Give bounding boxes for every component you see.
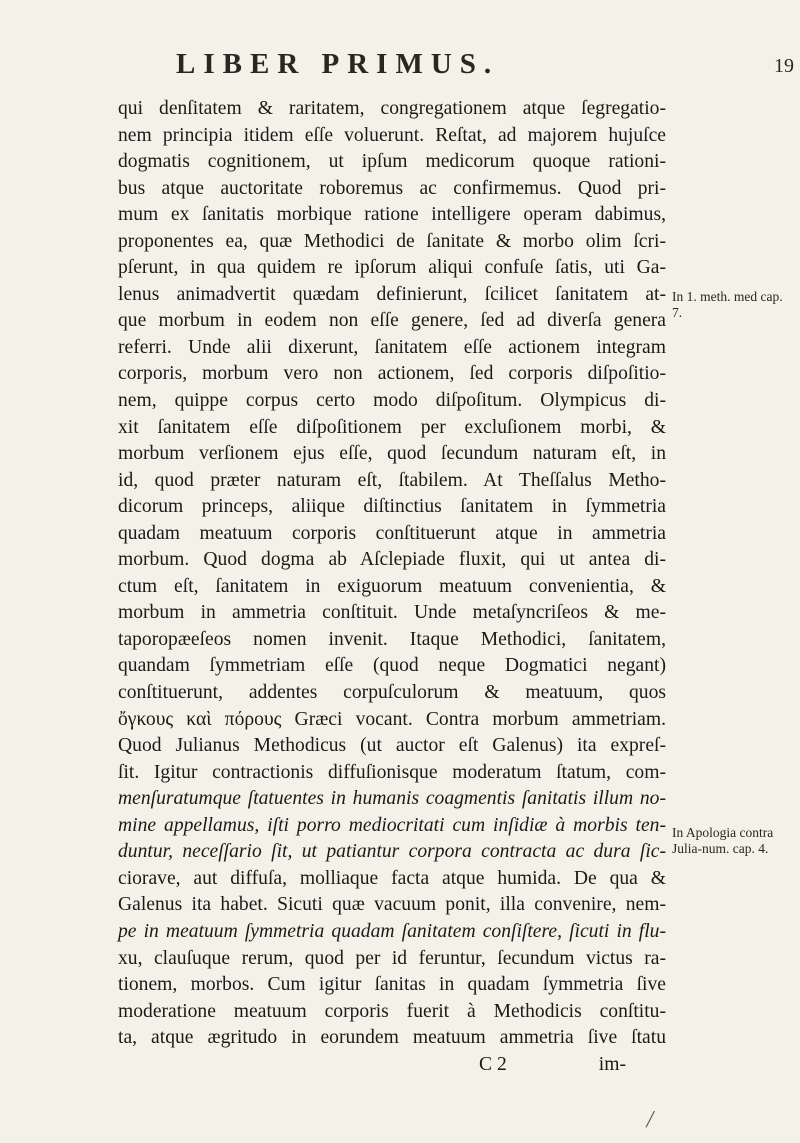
page-number: 19 — [774, 55, 794, 77]
text-line: menſuratumque ſtatuentes in humanis coagmentis ſanitatis illum no- — [118, 788, 666, 810]
text-line: mum ex ſanitatis morbique ratione intelligere operam dabimus, — [118, 204, 666, 226]
text-line: que morbum in eodem non eſſe genere, ſed ad diverſa genera — [118, 310, 666, 332]
text-line: nem principia itidem eſſe voluerunt. Reſtat, ad majorem hujuſce — [118, 124, 666, 146]
text-line: morbum in ammetria conſtituit. Unde metaſyncriſeos & me- — [118, 602, 666, 624]
text-line: Galenus ita habet. Sicuti quæ vacuum ponit, illa convenire, nem- — [118, 894, 666, 916]
text-line: ta, atque ægritudo in eorundem meatuum ammetria ſive ſtatu — [118, 1027, 666, 1049]
text-line: corporis, morbum vero non actionem, ſed corporis diſpoſitio- — [118, 363, 666, 385]
text-line: id, quod præter naturam eſt, ſtabilem. At Theſſalus Metho- — [118, 469, 666, 491]
text-line: dicorum princeps, aliique diſtinctius ſanitatem in ſymmetria — [118, 496, 666, 518]
text-line: moderatione meatuum corporis fuerit à Methodicis conſtitu- — [118, 1000, 666, 1022]
signature-mark: C 2 — [479, 1053, 507, 1075]
text-line: qui denſitatem & raritatem, congregationem atque ſegregatio- — [118, 98, 666, 119]
signature-line — [118, 1052, 666, 1079]
text-line: dogmatis cognitionem, ut ipſum medicorum quoque rationi- — [118, 151, 666, 173]
text-line: taporopæeſeos nomen invenit. Itaque Methodici, ſanitatem, — [118, 628, 666, 650]
body-text — [118, 96, 666, 1078]
text-line: referri. Unde alii dixerunt, ſanitatem eſſe actionem integram — [118, 336, 666, 358]
text-line: conſtituerunt, addentes corpuſculorum & meatuum, quos — [118, 682, 666, 704]
text-line: Quod Julianus Methodicus (ut auctor eſt Galenus) ita expreſ- — [118, 735, 666, 757]
text-line: ὄγκους καὶ πόρους Græci vocant. Contra morbum ammetriam. — [118, 708, 666, 730]
text-line: ctum eſt, ſanitatem in exiguorum meatuum convenientia, & — [118, 575, 666, 597]
text-line: bus atque auctoritate roboremus ac confirmemus. Quod pri- — [118, 177, 666, 199]
stray-mark: ╱ — [646, 1113, 655, 1128]
text-line: morbum. Quod dogma ab Aſclepiade fluxit, qui ut antea di- — [118, 549, 666, 571]
text-line: xu, clauſuque rerum, quod per id feruntur, ſecundum victus ra- — [118, 947, 666, 969]
text-line: quandam ſymmetriam eſſe (quod neque Dogmatici negant) — [118, 655, 666, 677]
text-line: tionem, morbos. Cum igitur ſanitas in quadam ſymmetria ſive — [118, 974, 666, 996]
margin-note-apologia: In Apologia contra Julia-num. cap. 4. — [672, 825, 774, 856]
text-line: pſerunt, in qua quidem re ipſorum aliqui confuſe ſatis, uti Ga- — [118, 257, 666, 279]
running-head: LIBER PRIMUS. — [176, 48, 500, 80]
text-line: ciorave, aut diffuſa, molliaque facta atque humida. De qua & — [118, 867, 666, 889]
text-line: ſit. Igitur contractionis diffuſionisque moderatum ſtatum, com- — [118, 761, 666, 783]
margin-note-galen-method: In 1. meth. med cap. 7. — [672, 289, 783, 320]
text-line: duntur, neceſſario ſit, ut patiantur corpora contracta ac dura ſic- — [118, 841, 666, 863]
text-line: lenus animadvertit quædam definierunt, ſcilicet ſanitatem at- — [118, 283, 666, 305]
catchword: im- — [598, 1053, 626, 1075]
text-line: proponentes ea, quæ Methodici de ſanitate & morbo olim ſcri- — [118, 230, 666, 252]
text-line: xit ſanitatem eſſe diſpoſitionem per excluſionem morbi, & — [118, 416, 666, 438]
text-line: nem, quippe corpus certo modo diſpoſitum. Olympicus di- — [118, 390, 666, 412]
text-line: pe in meatuum ſymmetria quadam ſanitatem conſiſtere, ſicuti in flu- — [118, 920, 666, 942]
text-line: mine appellamus, iſti porro mediocritati cum inſidiæ à morbis ten- — [118, 814, 666, 836]
text-line: morbum verſionem ejus eſſe, quod ſecundum naturam eſt, in — [118, 443, 666, 465]
text-line: quadam meatuum corporis conſtituerunt atque in ammetria — [118, 522, 666, 544]
